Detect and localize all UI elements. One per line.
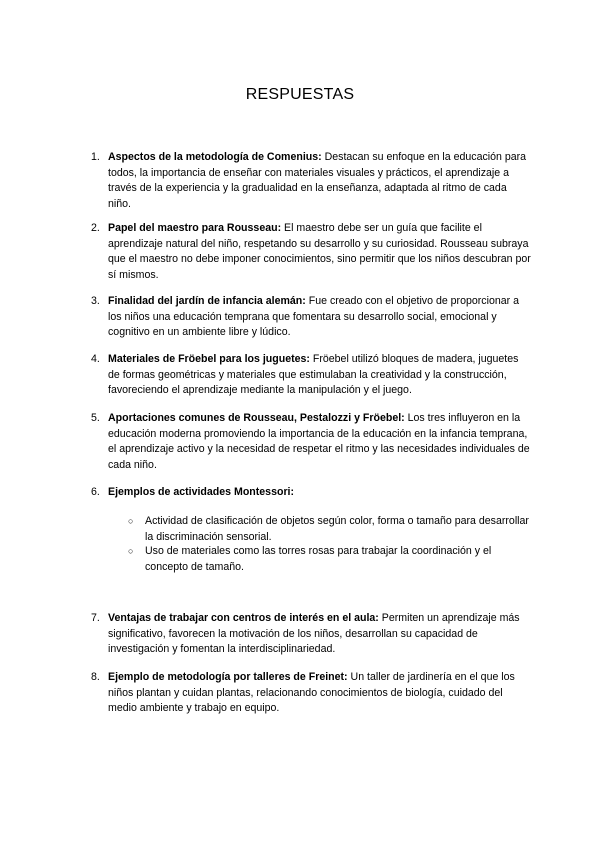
hollow-circle-bullet-icon: ○ (128, 516, 134, 526)
answer-number: 4. (91, 353, 100, 365)
answer-body: Destacan su enfoque en la educación para todos, la importancia de enseñar con materiales visuales y prácticos, el aprendizaje a través de la experiencia y la gradualidad en la enseñanza, adaptada al ritmo de cada niño. (108, 151, 527, 210)
answer-number: 1. (91, 151, 100, 163)
answer-heading: Finalidad del jardín de infancia alemán: (108, 295, 306, 307)
answer-heading: Ventajas de trabajar con centros de interés en el aula: (108, 612, 379, 624)
answer-text (108, 221, 532, 283)
answer-number: 5. (91, 412, 100, 424)
answer-text (108, 670, 532, 717)
example-text: Actividad de clasificación de objetos según color, forma o tamaño para desarrollar la discriminación sensorial. (145, 515, 529, 543)
page-title: RESPUESTAS (245, 86, 355, 103)
answer-number: 3. (91, 295, 100, 307)
answer-text (108, 485, 532, 501)
hollow-circle-bullet-icon: ○ (128, 546, 134, 556)
answer-heading: Aspectos de la metodología de Comenius: (108, 151, 322, 163)
answer-text (108, 611, 532, 658)
answer-body: Permiten un aprendizaje más significativo, favorecen la motivación de los niños, desarrollan su capacidad de investigación y fomentan la interdisciplinariedad. (108, 612, 520, 656)
answer-body: Un taller de jardinería en el que los niños plantan y cuidan plantas, relacionando conocimientos de biología, cuidado del medio ambiente y trabajo en equipo. (108, 671, 515, 715)
answer-body: Los tres influyeron en la educación moderna promoviendo la importancia de la educación en la infancia temprana, el aprendizaje activo y la necesidad de respetar el ritmo y las necesidades individuales de cada niño. (108, 412, 530, 471)
answer-body: Fröebel utilizó bloques de madera, juguetes de formas geométricas y materiales que estimulaban la creatividad y la construcción, favoreciendo el aprendizaje mediante la manipulación y el juego. (108, 353, 519, 397)
answer-heading: Materiales de Fröebel para los juguetes: (108, 353, 310, 365)
answer-heading: Papel del maestro para Rousseau: (108, 222, 282, 234)
answer-number: 8. (91, 671, 100, 683)
answer-heading: Ejemplo de metodología por talleres de Freinet: (108, 671, 348, 683)
answer-text (108, 294, 532, 341)
answer-body: Fue creado con el objetivo de proporcionar a los niños una educación temprana que fomentara su desarrollo social, emocional y cognitivo en un ambiente libre y lúdico. (108, 295, 519, 339)
answer-heading: Ejemplos de actividades Montessori: (108, 486, 295, 498)
answer-number: 6. (91, 486, 100, 498)
answer-text (108, 411, 532, 473)
answer-number: 7. (91, 612, 100, 624)
answer-text (108, 352, 532, 399)
answer-number: 2. (91, 222, 100, 234)
answer-text (108, 150, 532, 212)
answer-body: El maestro debe ser un guía que facilite el aprendizaje natural del niño, respetando su desarrollo y su curiosidad. Rousseau subraya que el maestro no debe imponer conocimientos, sino permitir que los niños descubran por sí mismos. (108, 222, 531, 281)
example-text: Uso de materiales como las torres rosas para trabajar la coordinación y el concepto de tamaño. (145, 545, 492, 573)
answer-heading: Aportaciones comunes de Rousseau, Pestalozzi y Fröebel: (108, 412, 405, 424)
